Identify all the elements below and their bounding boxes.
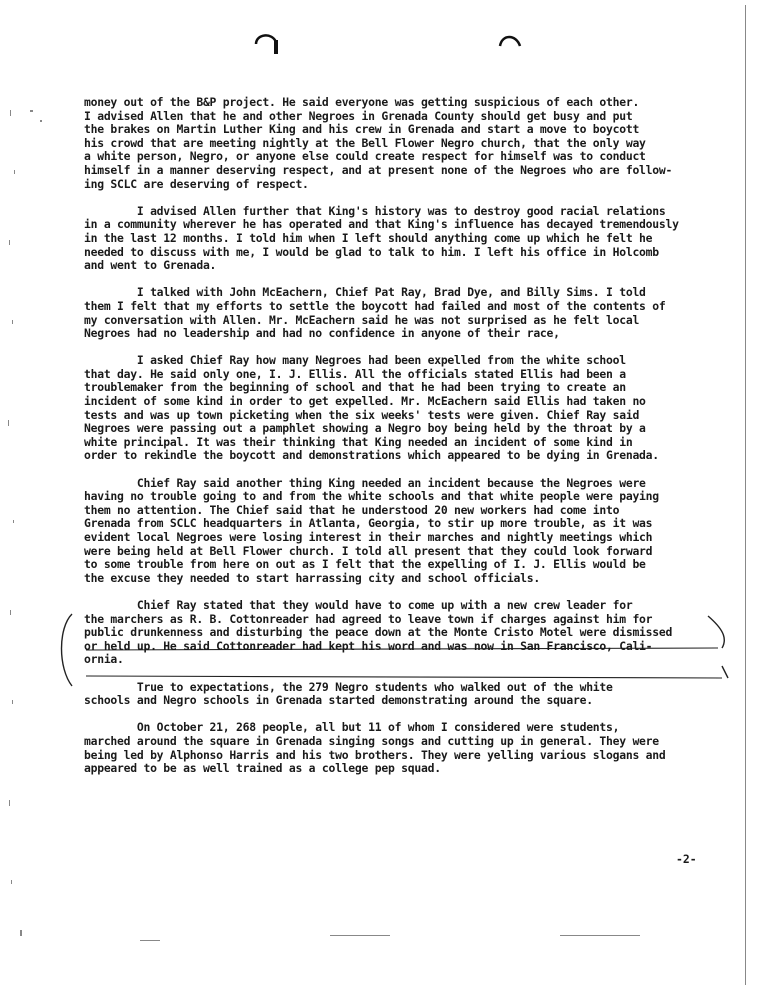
text-line: needed to discuss with me, I would be glad to talk to him. I left his office in Holcomb <box>84 244 659 259</box>
text-line: schools and Negro schools in Grenada started demonstrating around the square. <box>84 693 593 708</box>
text-line: Negroes had no leadership and had no confidence in anyone of their race, <box>84 326 560 341</box>
text-line: the brakes on Martin Luther King and his crew in Grenada and start a move to boycott <box>84 122 640 137</box>
text-line: public drunkenness and disturbing the peace down at the Monte Cristo Motel were dismissed <box>84 625 673 640</box>
text-line: them I felt that my efforts to settle the boycott had failed and most of the contents of <box>84 298 666 313</box>
text-line: being led by Alphonso Harris and his two brothers. They were yelling various slogans and <box>84 747 666 762</box>
text-line: troublemaker from the beginning of school and that he had been trying to create an <box>84 380 626 395</box>
text-line: order to rekindle the boycott and demonstrations which appeared to be dying in Grenada. <box>84 448 659 463</box>
text-line: I talked with John McEachern, Chief Pat Ray, Brad Dye, and Billy Sims. I told <box>84 285 646 300</box>
text-line: I advised Allen further that King's history was to destroy good racial relations <box>84 203 666 218</box>
paragraph <box>84 354 724 463</box>
text-line: the excuse they needed to start harrassing city and school officials. <box>84 570 540 585</box>
paragraph <box>84 721 724 775</box>
text-line: Grenada from SCLC headquarters in Atlanta, Georgia, to stir up more trouble, as it was <box>84 516 653 531</box>
paragraph <box>84 477 724 586</box>
paragraph <box>84 96 724 191</box>
text-line: tests and was up town picketing when the six weeks' tests were given. Chief Ray said <box>84 407 640 422</box>
text-line: On October 21, 268 people, all but 11 of whom I considered were students, <box>84 720 620 735</box>
text-line: I asked Chief Ray how many Negroes had been expelled from the white school <box>84 353 626 368</box>
text-line: his crowd that are meeting nightly at the Bell Flower Negro church, that the only way <box>84 135 646 150</box>
text-line: himself in a manner deserving respect, and at present none of the Negroes who are follow- <box>84 162 673 177</box>
text-line: appeared to be as well trained as a college pep squad. <box>84 761 441 776</box>
text-line: in the last 12 months. I told him when I left should anything come up which he felt he <box>84 230 653 245</box>
text-line: and went to Grenada. <box>84 258 217 273</box>
text-line: True to expectations, the 279 Negro students who walked out of the white <box>84 679 613 694</box>
text-line: my conversation with Allen. Mr. McEachern said he was not surprised as he felt local <box>84 312 640 327</box>
memo-body <box>84 96 724 789</box>
text-line: in a community wherever he has operated and that King's influence has decayed tremendously <box>84 217 679 232</box>
text-line: money out of the B&P project. He said everyone was getting suspicious of each other. <box>84 95 640 109</box>
text-line: white principal. It was their thinking that King needed an incident of some kind in <box>84 434 633 449</box>
text-line: Negroes were passing out a pamphlet showing a Negro boy being held by the throat by a <box>84 421 646 436</box>
text-line: a white person, Negro, or anyone else could create respect for himself was to conduct <box>84 149 646 164</box>
paragraph-bracketed <box>84 599 724 667</box>
paragraph <box>84 681 724 708</box>
text-line: having no trouble going to and from the white schools and that white people were paying <box>84 489 659 504</box>
text-line: ing SCLC are deserving of respect. <box>84 176 309 191</box>
text-line: marched around the square in Grenada singing songs and cutting up in general. They were <box>84 733 659 748</box>
text-line: the marchers as R. B. Cottonreader had agreed to leave town if charges against him for <box>84 611 653 626</box>
paragraph <box>84 205 724 273</box>
text-line: or held up. He said Cottonreader had kept his word and was now in San Francisco, Cali- <box>84 638 653 653</box>
text-line: ornia. <box>84 652 124 667</box>
page-number: -2- <box>676 852 697 866</box>
text-line: Chief Ray said another thing King needed an incident because the Negroes were <box>84 475 646 490</box>
text-line: I advised Allen that he and other Negroes in Grenada County should get busy and put <box>84 108 633 123</box>
text-line: incident of some kind in order to get expelled. Mr. McEachern said Ellis had taken no <box>84 394 646 409</box>
text-line: them no attention. The Chief said that he understood 20 new workers had come into <box>84 502 620 517</box>
text-line: Chief Ray stated that they would have to come up with a new crew leader for <box>84 597 633 612</box>
paragraph <box>84 286 724 340</box>
text-line: to some trouble from here on out as I felt that the expelling of I. J. Ellis would be <box>84 557 646 572</box>
text-line: evident local Negroes were losing interest in their marches and nightly meetings which <box>84 530 653 544</box>
text-line: were being held at Bell Flower church. I told all present that they could look forward <box>84 543 653 558</box>
text-line: that day. He said only one, I. J. Ellis. All the officials stated Ellis had been a <box>84 366 626 381</box>
